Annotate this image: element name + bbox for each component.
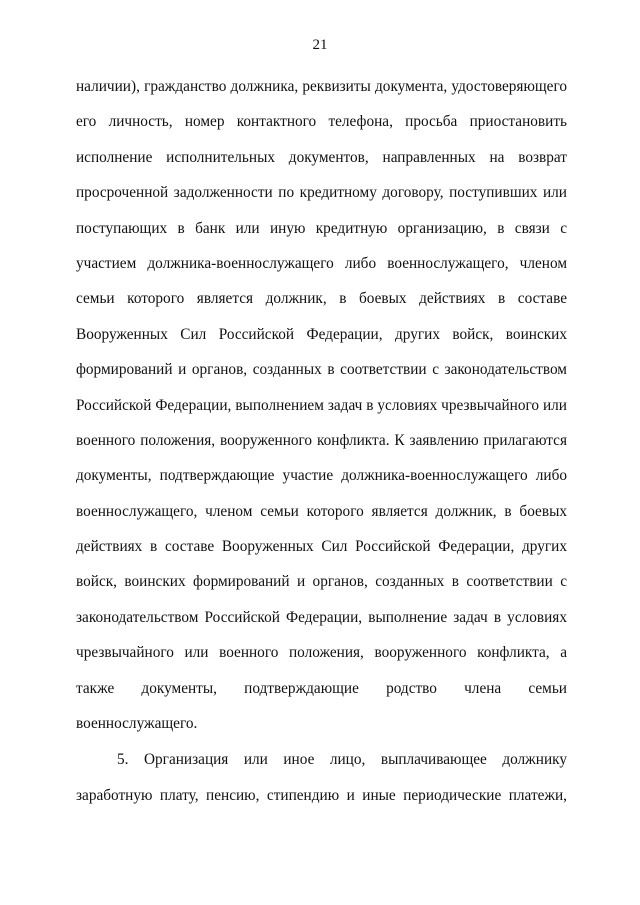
text-line: просроченной задолженности по кредитному договору, поступивших или (76, 184, 567, 202)
text-line: Российской Федерации, выполнением задач в условиях чрезвычайного или (76, 396, 567, 414)
text-line: действиях в составе Вооруженных Сил Российской Федерации, других (76, 538, 567, 556)
paragraph-item-5 (76, 749, 567, 820)
text-line: исполнение исполнительных документов, направленных на возврат (76, 148, 567, 166)
text-line: также документы, подтверждающие родство члена семьи (76, 679, 567, 697)
text-line: поступающих в банк или иную кредитную организацию, в связи с (76, 219, 567, 237)
text-line: военнослужащего, членом семьи которого является должник, в боевых (76, 502, 567, 520)
text-line: военного положения, вооруженного конфликта. К заявлению прилагаются (76, 431, 567, 449)
text-line: формирований и органов, созданных в соответствии с законодательством (76, 361, 567, 379)
text-line: семьи которого является должник, в боевых действиях в составе (76, 290, 567, 308)
text-line: его личность, номер контактного телефона, просьба приостановить (76, 113, 567, 131)
paragraph-continued (76, 76, 567, 748)
document-body (76, 76, 567, 820)
text-line: заработную плату, пенсию, стипендию и иные периодические платежи, (76, 786, 567, 804)
text-line: 5. Организация или иное лицо, выплачивающее должнику (117, 751, 567, 769)
text-line: военнослужащего. (76, 715, 198, 733)
text-line: документы, подтверждающие участие должника-военнослужащего либо (76, 467, 567, 485)
text-line: участием должника-военнослужащего либо военнослужащего, членом (76, 254, 567, 272)
text-line: войск, воинских формирований и органов, созданных в соответствии с (76, 573, 567, 591)
page-number: 21 (312, 37, 328, 53)
text-line: Вооруженных Сил Российской Федерации, других войск, воинских (76, 325, 567, 343)
text-line: законодательством Российской Федерации, выполнение задач в условиях (76, 608, 567, 626)
text-line: наличии), гражданство должника, реквизиты документа, удостоверяющего (76, 78, 567, 95)
text-line: чрезвычайного или военного положения, вооруженного конфликта, а (76, 644, 567, 662)
